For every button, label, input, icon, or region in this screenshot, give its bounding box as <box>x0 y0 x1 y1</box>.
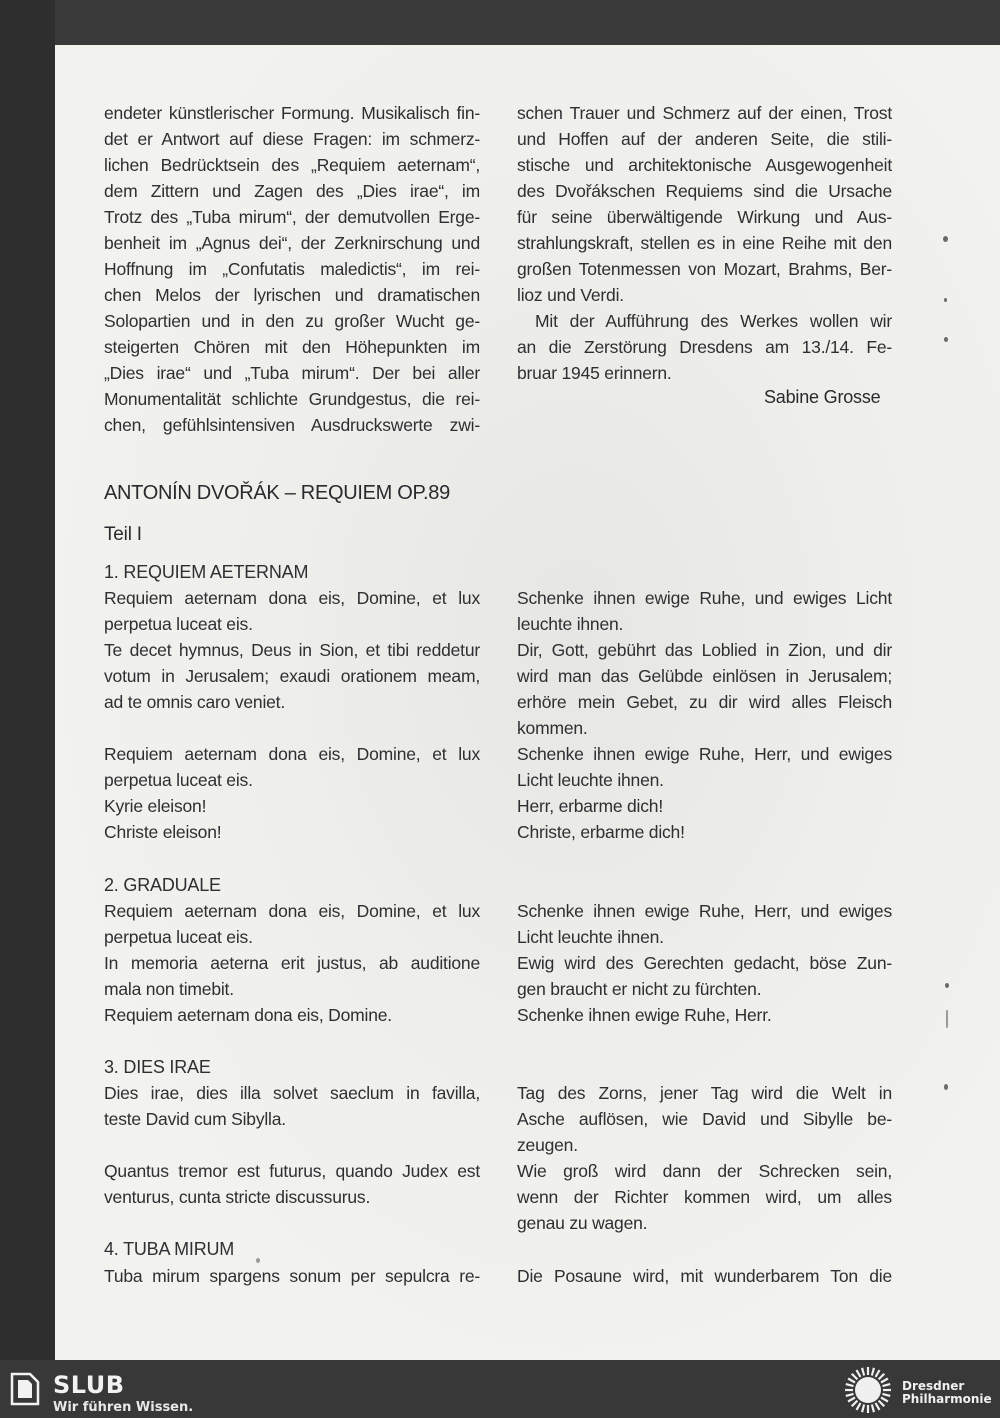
text-line: Schenke ihnen ewige Ruhe, und ewiges Licht <box>517 588 892 608</box>
text-line: Licht leuchte ihnen. <box>517 927 664 947</box>
text-line: Requiem aeternam dona eis, Domine, et lux <box>104 588 480 608</box>
section-heading-requiem-aeternam: 1. REQUIEM AETERNAM <box>104 562 309 582</box>
text-line: Trotz des „Tuba mirum“, der demutvollen Erge- <box>104 207 480 227</box>
text-line: Requiem aeternam dona eis, Domine, et lux <box>104 744 480 764</box>
scan-speck <box>946 1010 948 1028</box>
latin-text-tuba-mirum <box>104 1263 480 1289</box>
latin-text-requiem-aeternam <box>104 585 480 845</box>
text-line: Tag des Zorns, jener Tag wird die Welt in <box>517 1083 892 1103</box>
scan-speck <box>944 1084 948 1090</box>
text-line: perpetua luceat eis. <box>104 927 253 947</box>
text-line: venturus, cunta stricte discussurus. <box>104 1187 371 1207</box>
text-line: det er Antwort auf diese Fragen: im schmerz- <box>104 129 480 149</box>
text-line: Tuba mirum spargens sonum per sepulcra re- <box>104 1266 480 1286</box>
partner-name-line1: Dresdner <box>902 1379 965 1393</box>
text-line: Schenke ihnen ewige Ruhe, Herr, und ewiges <box>517 901 892 921</box>
text-line: Schenke ihnen ewige Ruhe, Herr. <box>517 1005 772 1025</box>
essay-left-column <box>104 100 480 438</box>
text-line: Ewig wird des Gerechten gedacht, böse Zun- <box>517 953 892 973</box>
scan-left-border <box>0 0 55 1360</box>
text-line: kommen. <box>517 718 588 738</box>
text-line: mala non timebit. <box>104 979 234 999</box>
text-line: für seine überwältigende Wirkung und Aus- <box>517 207 892 227</box>
text-line: strahlungskraft, stellen es in eine Reihe mit den <box>517 233 892 253</box>
text-line: wird man das Gelübde einlösen in Jerusalem; <box>517 666 892 686</box>
text-line: Asche auflösen, wie David und Sibylle be- <box>517 1109 892 1129</box>
text-line: Requiem aeternam dona eis, Domine, et lux <box>104 901 480 921</box>
text-line: zeugen. <box>517 1135 578 1155</box>
text-line: des Dvořákschen Requiems sind die Ursache <box>517 181 892 201</box>
text-line: großen Totenmessen von Mozart, Brahms, Ber- <box>517 259 892 279</box>
text-line: In memoria aeterna erit justus, ab auditione <box>104 953 480 973</box>
text-line: lioz und Verdi. <box>517 285 624 305</box>
author-signature: Sabine Grosse <box>764 387 881 407</box>
latin-text-graduale <box>104 898 480 1028</box>
text-line: leuchte ihnen. <box>517 614 624 634</box>
library-name[interactable]: SLUB <box>53 1371 125 1399</box>
scan-speck <box>943 236 948 242</box>
text-line: erhöre mein Gebet, zu dir wird alles Fleisch <box>517 692 892 712</box>
text-line: Kyrie eleison! <box>104 796 207 816</box>
dresdner-philharmonie-logo-icon[interactable] <box>842 1364 894 1416</box>
scan-speck <box>945 983 949 988</box>
library-tagline: Wir führen Wissen. <box>53 1400 194 1415</box>
text-line: Herr, erbarme dich! <box>517 796 663 816</box>
text-line: lichen Bedrücktsein des „Requiem aeternam“, <box>104 155 480 175</box>
latin-text-dies-irae <box>104 1080 480 1210</box>
text-line: perpetua luceat eis. <box>104 770 253 790</box>
scan-top-border <box>0 0 1000 45</box>
text-line: chen, gefühlsintensiven Ausdruckswerte zwi- <box>104 415 480 435</box>
text-line: ad te omnis caro veniet. <box>104 692 285 712</box>
section-heading-tuba-mirum: 4. TUBA MIRUM <box>104 1239 235 1259</box>
text-line: dem Zittern und Zagen des „Dies irae“, im <box>104 181 480 201</box>
text-line: gen braucht er nicht zu fürchten. <box>517 979 762 999</box>
slub-logo-icon[interactable] <box>10 1372 40 1406</box>
text-line: chen Melos der lyrischen und dramatischen <box>104 285 480 305</box>
text-line: Dies irae, dies illa solvet saeclum in favilla, <box>104 1083 480 1103</box>
text-line: Mit der Aufführung des Werkes wollen wir <box>535 311 892 331</box>
text-line: Dir, Gott, gebührt das Loblied in Zion, und dir <box>517 640 892 660</box>
text-line: Hoffnung im „Confutatis maledictis“, im rei- <box>104 259 480 279</box>
text-line: perpetua luceat eis. <box>104 614 253 634</box>
text-line: wenn der Richter kommen wird, um alles <box>517 1187 892 1207</box>
german-text-requiem-aeternam <box>517 585 892 845</box>
partner-name-line2: Philharmonie <box>902 1392 992 1406</box>
german-text-dies-irae <box>517 1080 892 1236</box>
text-line: genau zu wagen. <box>517 1213 648 1233</box>
text-line: benheit im „Agnus dei“, der Zerknirschung und <box>104 233 480 253</box>
text-line: bruar 1945 erinnern. <box>517 363 672 383</box>
section-heading-graduale: 2. GRADUALE <box>104 875 221 895</box>
text-line: Solopartien und in den zu großer Wucht ge- <box>104 311 480 331</box>
scan-speck <box>944 337 948 342</box>
text-line: Schenke ihnen ewige Ruhe, Herr, und ewiges <box>517 744 892 764</box>
text-line: Wie groß wird dann der Schrecken sein, <box>517 1161 892 1181</box>
text-line: endeter künstlerischer Formung. Musikalisch fin- <box>104 103 480 123</box>
essay-right-column <box>517 100 892 386</box>
scan-speck <box>256 1258 260 1263</box>
text-line: schen Trauer und Schmerz auf der einen, Trost <box>517 103 892 123</box>
text-line <box>104 715 480 741</box>
text-line: stische und architektonische Ausgewogenheit <box>517 155 892 175</box>
partner-name[interactable] <box>902 1380 992 1406</box>
text-line: Monumentalität schlichte Grundgestus, die rei- <box>104 389 480 409</box>
text-line: „Dies irae“ und „Tuba mirum“. Der bei aller <box>104 363 480 383</box>
german-text-graduale <box>517 898 892 1028</box>
text-line: Licht leuchte ihnen. <box>517 770 664 790</box>
text-line: Christe, erbarme dich! <box>517 822 685 842</box>
text-line: steigerten Chören mit den Höhepunkten im <box>104 337 480 357</box>
text-line: Die Posaune wird, mit wunderbarem Ton die <box>517 1266 892 1286</box>
text-line: votum in Jerusalem; exaudi orationem meam, <box>104 666 480 686</box>
text-line: Quantus tremor est futurus, quando Judex est <box>104 1161 480 1181</box>
text-line <box>104 1132 480 1158</box>
work-title: ANTONÍN DVOŘÁK – REQUIEM OP.89 <box>104 482 450 504</box>
text-line: Requiem aeternam dona eis, Domine. <box>104 1005 392 1025</box>
text-line: an die Zerstörung Dresdens am 13./14. Fe- <box>517 337 892 357</box>
text-line: Christe eleison! <box>104 822 222 842</box>
scan-speck <box>944 298 947 302</box>
part-heading: Teil I <box>104 524 142 545</box>
german-text-tuba-mirum <box>517 1263 892 1289</box>
text-line: und Hoffen auf der anderen Seite, die stili- <box>517 129 892 149</box>
section-heading-dies-irae: 3. DIES IRAE <box>104 1057 211 1077</box>
text-line: Te decet hymnus, Deus in Sion, et tibi reddetur <box>104 640 480 660</box>
text-line: teste David cum Sibylla. <box>104 1109 286 1129</box>
